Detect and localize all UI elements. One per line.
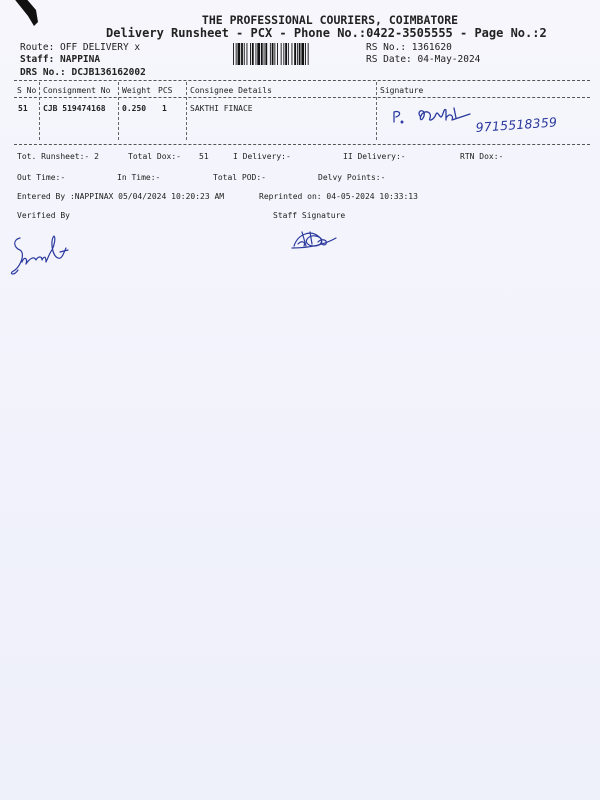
i-delivery-label: I Delivery:- (233, 152, 291, 161)
rtn-dox-label: RTN Dox:- (460, 152, 504, 161)
row-weight: 0.250 (122, 104, 147, 113)
staff-handwritten-signature (288, 224, 348, 254)
reprinted-on: Reprinted on: 04-05-2024 10:33:13 (259, 192, 418, 201)
company-title: THE PROFESSIONAL COURIERS, COIMBATORE (201, 13, 459, 27)
barcode-bar (274, 43, 275, 65)
barcode-bar (264, 43, 265, 65)
route-label: Route: OFF DELIVERY x (20, 42, 141, 53)
barcode-bar (272, 43, 274, 65)
runsheet-subtitle: Delivery Runsheet - PCX - Phone No.:0422-3505555 - Page No.:2 (106, 26, 547, 40)
tot-runsheet: Tot. Runsheet:- 2 (17, 152, 99, 161)
barcode (233, 43, 357, 65)
row-consignee: SAKTHI FINACE (190, 104, 253, 113)
row-sno: 51 (18, 104, 28, 113)
row-pcs: 1 (162, 104, 167, 113)
column-divider (39, 82, 40, 140)
col-header-consignment: Consignment No (43, 86, 111, 95)
barcode-bar (247, 43, 248, 65)
row-consignment-no: CJB 519474168 (43, 104, 106, 113)
table-top-rule (14, 80, 590, 81)
barcode-bar (301, 43, 304, 65)
in-time-label: In Time:- (117, 173, 161, 182)
total-dox-value: 51 (199, 152, 209, 161)
ii-delivery-label: II Delivery:- (343, 152, 406, 161)
col-header-pcs: PCS (158, 86, 173, 95)
barcode-bar (233, 43, 234, 65)
barcode-bar (265, 43, 267, 65)
barcode-bar (292, 43, 293, 65)
table-bottom-rule (14, 144, 590, 145)
barcode-bar (244, 43, 245, 65)
table-header-rule (14, 97, 590, 98)
barcode-bar (308, 43, 309, 65)
barcode-bar (238, 43, 241, 65)
verified-by-label: Verified By (17, 211, 70, 220)
barcode-bar (252, 43, 254, 65)
barcode-bar (241, 43, 243, 65)
total-dox-label: Total Dox:- (128, 152, 181, 161)
rs-number: RS No.: 1361620 (366, 42, 452, 53)
out-time-label: Out Time:- (17, 173, 66, 182)
col-header-weight: Weight (122, 86, 151, 95)
column-divider (186, 82, 187, 140)
barcode-bar (257, 43, 260, 65)
staff-signature-label: Staff Signature (273, 211, 346, 220)
barcode-bar (299, 43, 301, 65)
rs-date: RS Date: 04-May-2024 (366, 54, 481, 65)
col-header-signature: Signature (380, 86, 424, 95)
barcode-bar (236, 43, 237, 65)
barcode-bar (283, 43, 284, 65)
col-header-sno: S No (17, 86, 37, 95)
barcode-bar (305, 43, 306, 65)
staff-label: Staff: NAPPINA (20, 54, 101, 65)
barcode-bar (294, 43, 296, 65)
column-divider (118, 82, 119, 140)
barcode-bar (270, 43, 271, 65)
svg-text:9715518359: 9715518359 (475, 114, 558, 135)
barcode-bar (256, 43, 257, 65)
column-divider (376, 82, 377, 140)
barcode-bar (261, 43, 263, 65)
barcode-bar (281, 43, 282, 65)
verifier-handwritten-signature (8, 228, 78, 280)
drs-number: DRS No.: DCJB136162002 (20, 67, 146, 78)
col-header-consignee: Consignee Details (190, 86, 272, 95)
barcode-bar (250, 43, 251, 65)
barcode-bar (297, 43, 298, 65)
total-pod-label: Total POD:- (213, 173, 266, 182)
delvy-points-label: Delvy Points:- (318, 173, 386, 182)
entered-by: Entered By :NAPPINAX 05/04/2024 10:20:23 AM (17, 192, 225, 201)
barcode-bar (288, 43, 289, 65)
recipient-phone-handwritten (476, 116, 572, 138)
barcode-bar (277, 43, 278, 65)
barcode-bar (285, 43, 287, 65)
